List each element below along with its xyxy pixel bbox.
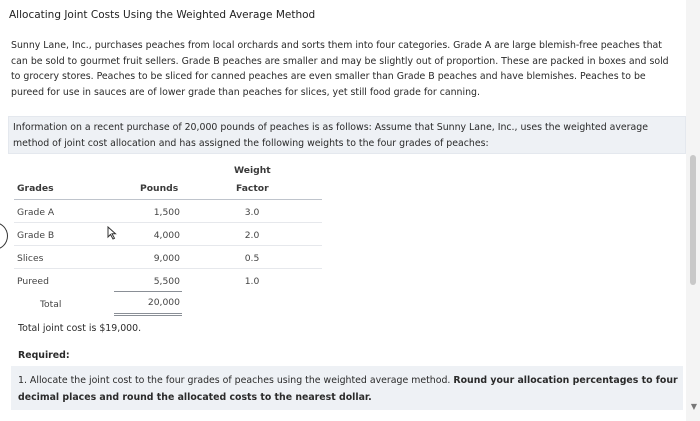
total-double-line-top [114, 313, 182, 314]
row-slices-factor: 0.5 [244, 253, 260, 264]
requirement-box [11, 366, 683, 410]
row-pureed-factor: 1.0 [244, 276, 260, 287]
row-grade-a-pounds: 1,500 [153, 207, 180, 218]
scroll-down-arrow-icon[interactable]: ▼ [690, 402, 697, 411]
header-divider [14, 199, 322, 200]
row-grade-a-factor: 3.0 [244, 207, 260, 218]
row-grade-b-pounds: 4,000 [153, 230, 180, 241]
row-grade-b-label: Grade B [17, 230, 55, 241]
row-slices-label: Slices [17, 253, 44, 264]
mouse-pointer-icon [107, 226, 117, 240]
row-pureed-label: Pureed [17, 276, 49, 287]
row-slices-pounds: 9,000 [153, 253, 180, 264]
total-pounds: 20,000 [147, 297, 180, 308]
row-divider [14, 245, 322, 246]
row-divider [14, 222, 322, 223]
intro-paragraph: Sunny Lane, Inc., purchases peaches from local orchards and sorts them into four categories. Grade A are large blemish-free peaches that can be sold to gourmet fruit sellers. Grade B peaches are smaller and may be slightly out of proportion. These are packed in boxes and sold to grocery stores. Peaches to be sliced for canned peaches are even smaller than Grade B peaches and have blemishes. Peaches to be pureed for use in sauces are of lower grade than peaches for slices, yet still food grade for canning. [11, 40, 669, 99]
left-edge-arc [0, 222, 8, 250]
scrollbar-thumb[interactable] [690, 155, 696, 285]
row-grade-a-label: Grade A [17, 207, 55, 218]
requirement-text [18, 372, 678, 406]
row-grade-b-factor: 2.0 [244, 230, 260, 241]
total-label: Total [40, 299, 62, 310]
header-weight: Weight [234, 165, 271, 176]
header-factor: Factor [236, 183, 269, 194]
header-pounds: Pounds [140, 183, 179, 194]
required-label: Required: [18, 350, 70, 361]
total-double-line-bottom [114, 315, 182, 316]
row-pureed-pounds: 5,500 [153, 276, 180, 287]
page-title: Allocating Joint Costs Using the Weighted Average Method [9, 9, 316, 21]
vertical-scrollbar[interactable] [686, 0, 700, 421]
info-paragraph: Information on a recent purchase of 20,000 pounds of peaches is as follows: Assume that Sunny Lane, Inc., uses the weighted average method of joint cost allocation and has assigned the following weights to the four grades of peaches: [13, 122, 648, 149]
row-divider [14, 268, 322, 269]
header-grades: Grades [17, 183, 54, 194]
total-divider [114, 291, 182, 292]
info-box [8, 116, 686, 154]
joint-cost-text: Total joint cost is $19,000. [18, 323, 142, 334]
requirement-bold: Round your allocation percentages to four decimal places and round the allocated costs to the nearest dollar. [18, 375, 678, 403]
requirement-prefix: 1. Allocate the joint cost to the four grades of peaches using the weighted average method. [18, 375, 451, 386]
